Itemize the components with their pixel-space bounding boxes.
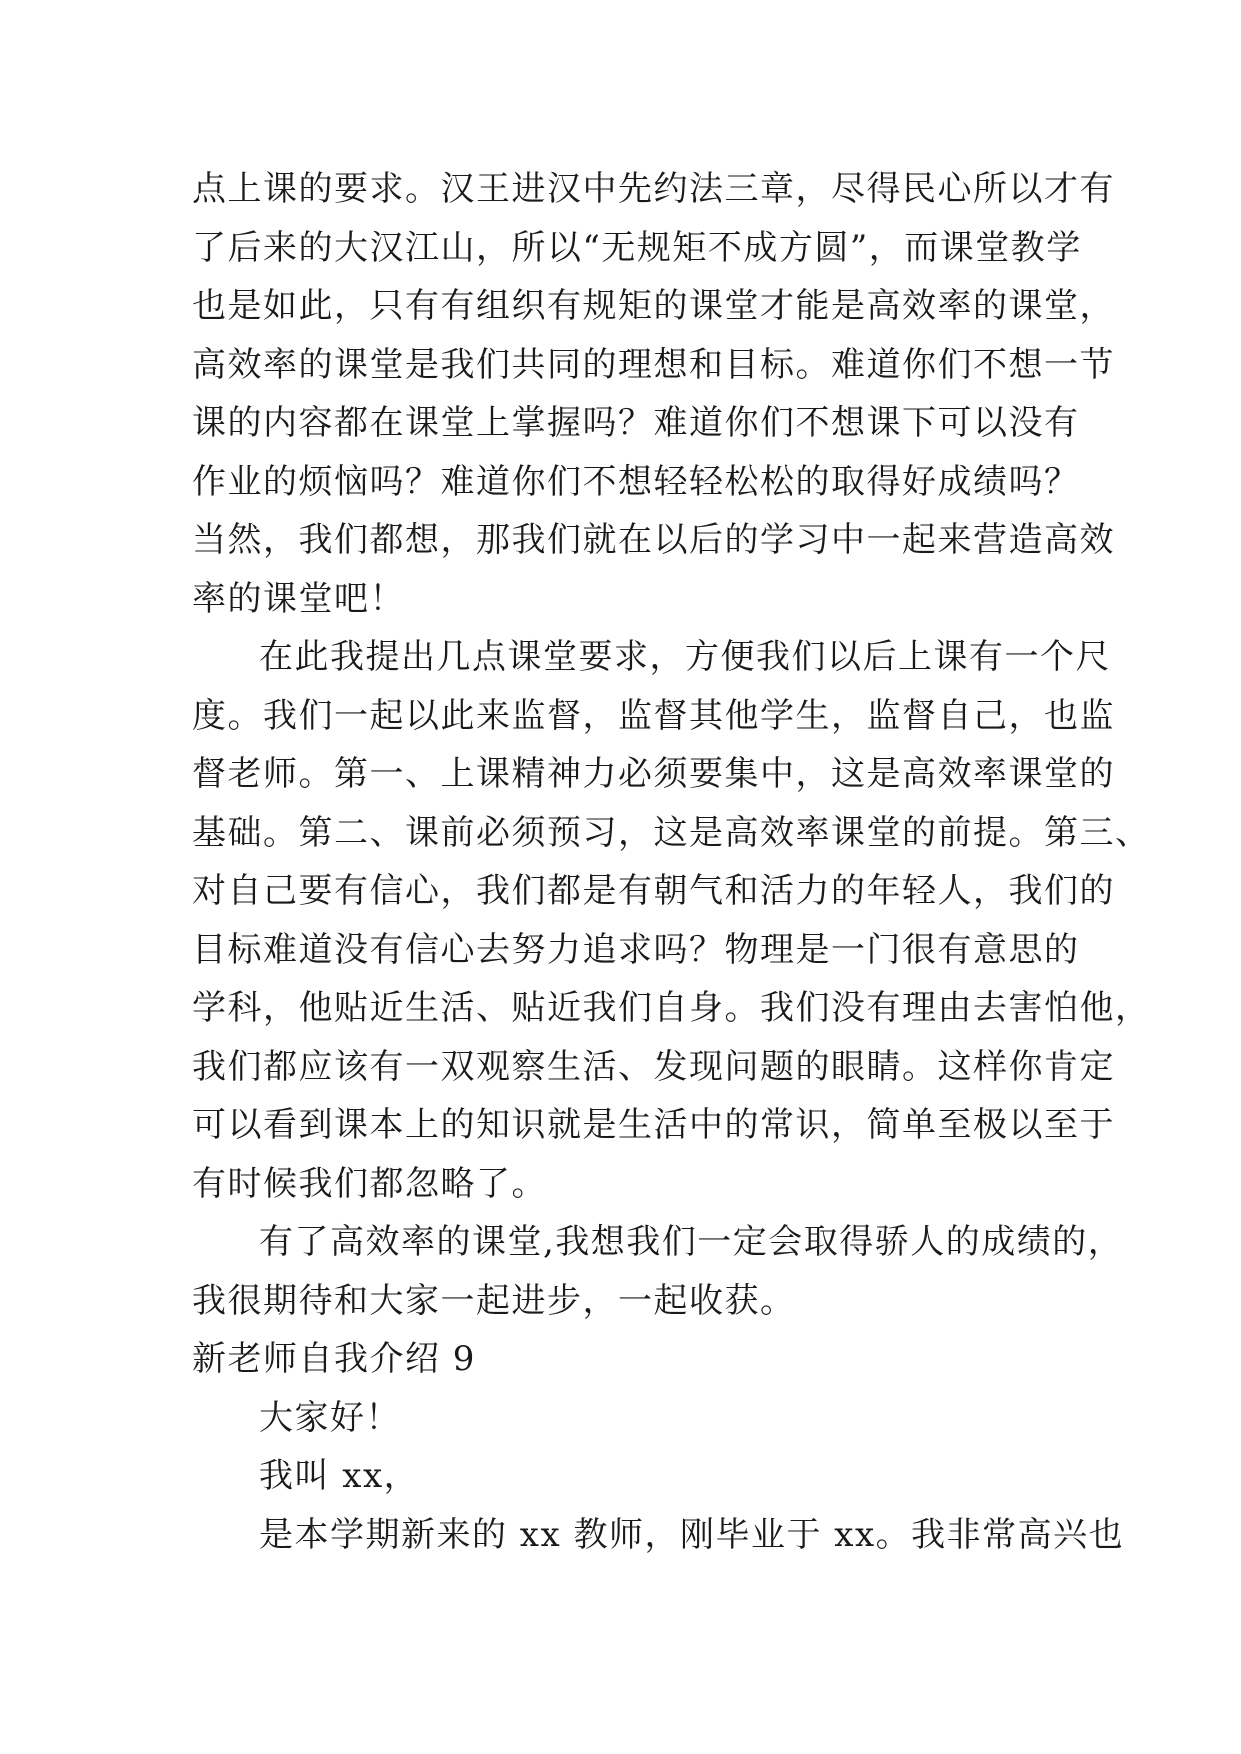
document-body <box>192 160 1151 1564</box>
paragraph-line: 在此我提出几点课堂要求，方便我们以后上课有一个尺 <box>259 637 1111 677</box>
section-heading: 新老师自我介绍 9 <box>192 1339 476 1379</box>
greeting-line: 大家好！ <box>259 1397 401 1438</box>
paragraph-line: 了后来的大汉江山，所以“无规矩不成方圆”，而课堂教学 <box>192 227 1082 268</box>
paragraph-line: 课的内容都在课堂上掌握吗？难道你们不想课下可以没有 <box>192 403 1080 443</box>
paragraph-line: 也是如此，只有有组织有规矩的课堂才能是高效率的课堂， <box>192 286 1115 326</box>
paragraph-line: 我们都应该有一双观察生活、发现问题的眼睛。这样你肯定 <box>192 1046 1115 1087</box>
paragraph-line: 有时候我们都忽略了。 <box>192 1163 547 1204</box>
name-line: 我叫 xx， <box>259 1456 420 1496</box>
paragraph-line: 作业的烦恼吗？难道你们不想轻轻松松的取得好成绩吗？ <box>192 461 1080 502</box>
paragraph-line: 可以看到课本上的知识就是生活中的常识，简单至极以至于 <box>192 1105 1115 1145</box>
paragraph-line: 当然，我们都想，那我们就在以后的学习中一起来营造高效 <box>192 520 1115 560</box>
paragraph-line: 是本学期新来的 xx 教师，刚毕业于 xx。我非常高兴也 <box>259 1514 1125 1555</box>
paragraph-line: 点上课的要求。汉王进汉中先约法三章，尽得民心所以才有 <box>192 169 1115 209</box>
paragraph-line: 有了高效率的课堂,我想我们一定会取得骄人的成绩的， <box>259 1222 1124 1262</box>
paragraph-line: 目标难道没有信心去努力追求吗？物理是一门很有意思的 <box>192 929 1080 970</box>
paragraph-line: 我很期待和大家一起进步，一起收获。 <box>192 1280 796 1321</box>
paragraph-line: 学科，他贴近生活、贴近我们自身。我们没有理由去害怕他， <box>192 988 1151 1028</box>
paragraph-line: 度。我们一起以此来监督，监督其他学生，监督自己，也监 <box>192 695 1115 736</box>
paragraph-line: 基础。第二、课前必须预习，这是高效率课堂的前提。第三、 <box>192 812 1151 853</box>
paragraph-line: 督老师。第一、上课精神力必须要集中，这是高效率课堂的 <box>192 754 1115 794</box>
paragraph-line: 对自己要有信心，我们都是有朝气和活力的年轻人，我们的 <box>192 871 1115 911</box>
paragraph-line: 高效率的课堂是我们共同的理想和目标。难道你们不想一节 <box>192 344 1115 385</box>
paragraph-line: 率的课堂吧！ <box>192 578 405 619</box>
